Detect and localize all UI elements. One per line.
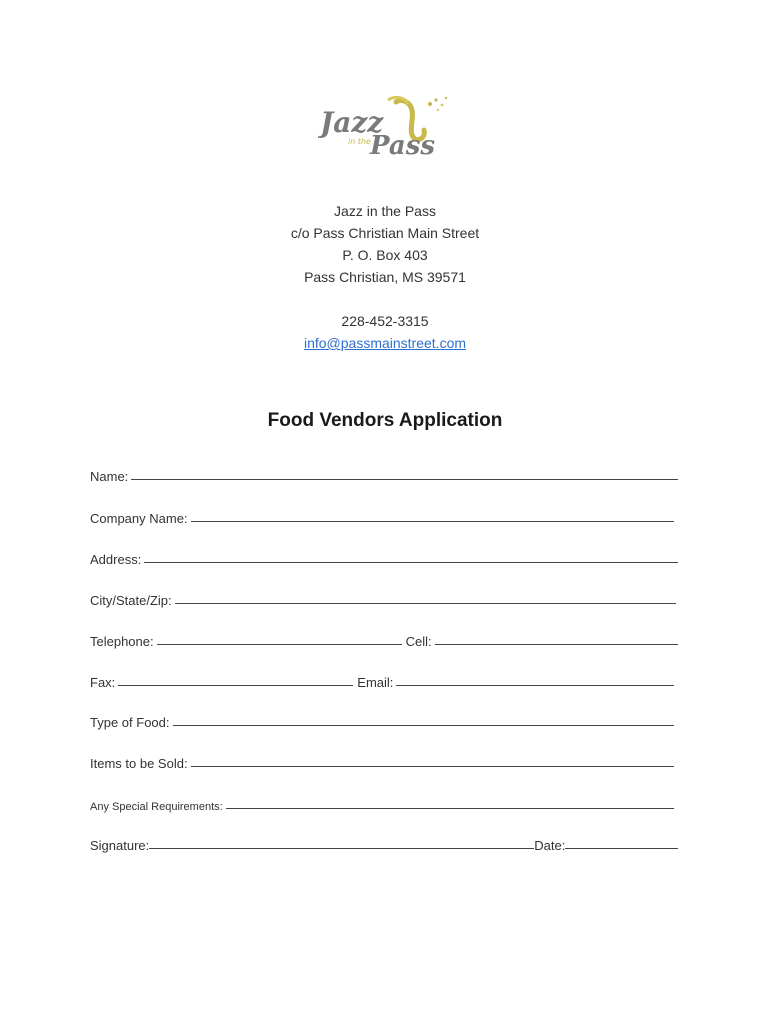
items-to-be-sold-field[interactable]	[90, 751, 674, 771]
fax-label: Fax:	[90, 675, 116, 690]
company-label: Company Name:	[90, 511, 188, 526]
cell-label: Cell:	[405, 634, 432, 649]
org-care-of: c/o Pass Christian Main Street	[290, 225, 480, 241]
company-field[interactable]	[90, 506, 674, 526]
name-line[interactable]	[131, 479, 678, 480]
org-po-box: P. O. Box 403	[342, 247, 428, 263]
organization-contact-block	[0, 200, 770, 354]
date-line[interactable]	[565, 848, 678, 849]
org-city-state-zip: Pass Christian, MS 39571	[304, 269, 466, 285]
type-of-food-line[interactable]	[173, 725, 675, 726]
cell-line[interactable]	[435, 644, 678, 645]
org-phone: 228-452-3315	[341, 313, 429, 329]
type-of-food-field[interactable]	[90, 710, 674, 730]
logo-word-in-the: in the	[348, 137, 371, 146]
signature-line[interactable]	[149, 848, 534, 849]
telephone-line[interactable]	[157, 644, 402, 645]
special-requirements-field[interactable]	[90, 793, 674, 813]
address-line[interactable]	[144, 562, 678, 563]
signature-label: Signature:	[90, 838, 150, 853]
name-label: Name:	[90, 469, 129, 484]
telephone-cell-row	[90, 629, 678, 649]
special-requirements-line[interactable]	[226, 808, 674, 809]
fax-line[interactable]	[118, 685, 353, 686]
email-label: Email:	[357, 675, 394, 690]
logo-word-jazz: Jazz	[320, 106, 384, 139]
city-state-zip-label: City/State/Zip:	[90, 593, 172, 608]
city-state-zip-line[interactable]	[175, 603, 676, 604]
page-title: Food Vendors Application	[267, 410, 503, 431]
spacer	[0, 288, 770, 310]
address-field[interactable]	[90, 547, 678, 567]
telephone-label: Telephone:	[90, 634, 154, 649]
email-line[interactable]	[396, 685, 674, 686]
city-state-zip-field[interactable]	[90, 588, 676, 608]
items-to-be-sold-label: Items to be Sold:	[90, 756, 188, 771]
address-label: Address:	[90, 552, 142, 567]
company-line[interactable]	[191, 521, 674, 522]
type-of-food-label: Type of Food:	[90, 715, 170, 730]
jazz-in-the-pass-logo	[318, 92, 454, 164]
items-to-be-sold-line[interactable]	[191, 766, 674, 767]
fax-email-row	[90, 670, 674, 690]
signature-date-row	[90, 833, 678, 853]
logo-word-pass: Pass	[370, 131, 435, 161]
org-email-link[interactable]: info@passmainstreet.com	[303, 335, 467, 351]
org-name: Jazz in the Pass	[334, 203, 436, 219]
name-field[interactable]	[90, 464, 678, 484]
date-label: Date:	[534, 838, 566, 853]
special-requirements-label: Any Special Requirements:	[90, 801, 223, 813]
